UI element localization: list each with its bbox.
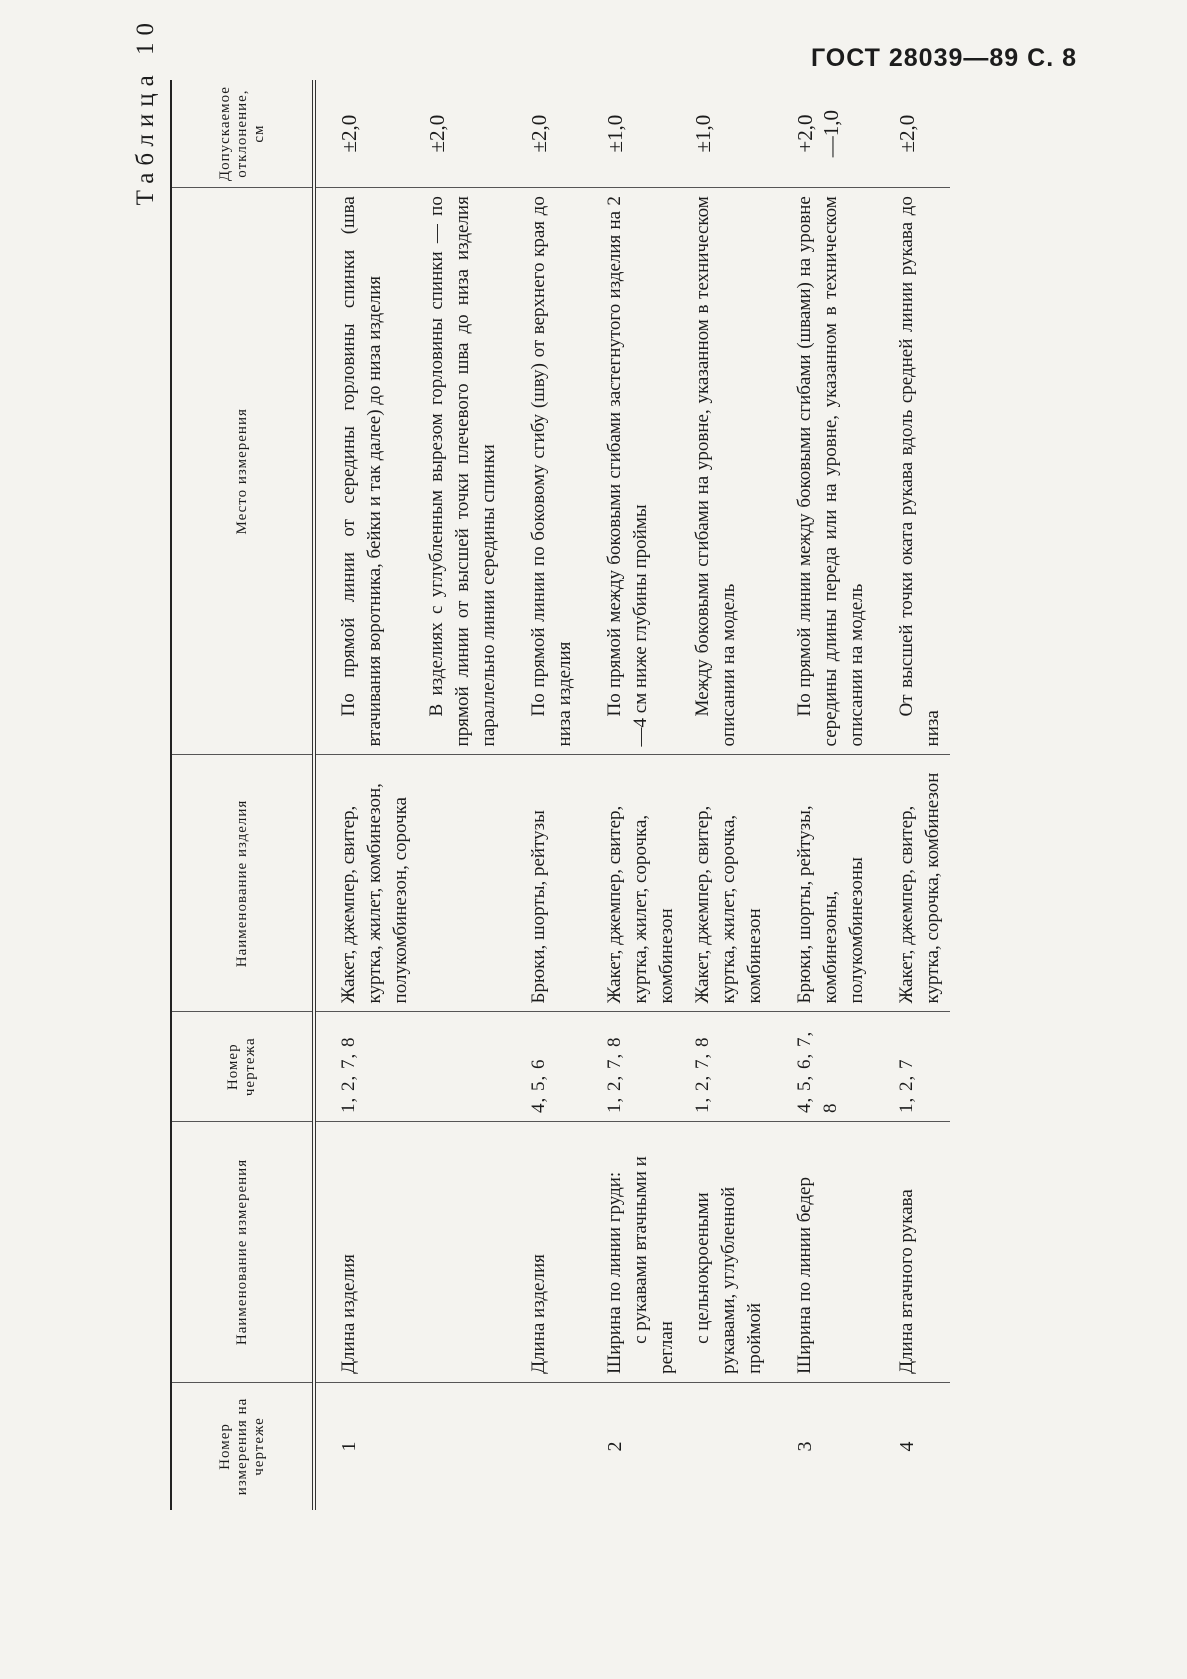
- rotated-table-stage: [130, 0, 1030, 1560]
- cell-place: [772, 188, 874, 755]
- table-row: [418, 80, 506, 1510]
- place-text: От высшей точки оката рукава вдоль средней линии рукава до низа: [896, 196, 943, 747]
- measure-subitem-text: с рукавами втачными и реглан: [630, 1156, 677, 1374]
- cell-tolerance: [772, 80, 874, 188]
- cell-number: [418, 1382, 506, 1510]
- measurements-table: [170, 80, 950, 1510]
- col-header-measure-place: Место измерения: [171, 188, 314, 755]
- cell-tolerance: ±2,0: [506, 80, 582, 188]
- cell-product: Жакет, джемпер, свитер, куртка, жилет, сорочка, комбинезон: [684, 755, 772, 1012]
- cell-drawing: 1, 2, 7: [874, 1012, 950, 1122]
- tolerance-minus: —1,0: [819, 109, 843, 158]
- cell-measure-name: [418, 1122, 506, 1383]
- cell-measure-name: Ширина по линии бедер: [772, 1122, 874, 1383]
- page-header: ГОСТ 28039—89 С. 8: [810, 44, 1077, 72]
- table-row: [506, 80, 582, 1510]
- cell-product: Жакет, джемпер, свитер, куртка, жилет, комбинезон, полукомбинезон, сорочка: [314, 755, 418, 1012]
- cell-place: [582, 188, 684, 755]
- place-text: По прямой между боковыми сгибами застегнутого изделия на 2—4 см ниже глубины проймы: [604, 196, 651, 747]
- table-row: [582, 80, 684, 1510]
- cell-drawing: 4, 5, 6, 7, 8: [772, 1012, 874, 1122]
- cell-product: Брюки, шорты, рейтузы, комбинезоны, полукомбинезоны: [772, 755, 874, 1012]
- cell-place: [684, 188, 772, 755]
- cell-number: 2: [604, 1441, 626, 1452]
- cell-number: 3: [794, 1441, 816, 1452]
- cell-product: Жакет, джемпер, свитер, куртка, сорочка, комбинезон: [874, 755, 950, 1012]
- cell-place: [874, 188, 950, 755]
- cell-place: [314, 188, 418, 755]
- cell-drawing: 1, 2, 7, 8: [314, 1012, 418, 1122]
- place-text: Между боковыми сгибами на уровне, указанном в техническом описании на модель: [692, 196, 739, 747]
- measure-subitem-text: с цельнокроеными рукавами, углубленной проймой: [692, 1186, 765, 1374]
- place-text: В изделиях с углубленным вырезом горловины спинки — по прямой линии от высшей точки плечевого шва до низа изделия параллельно линии середины спинки: [426, 196, 499, 747]
- cell-place: [506, 188, 582, 755]
- cell-drawing: [418, 1012, 506, 1122]
- table-row: [874, 80, 950, 1510]
- col-header-measure-number: Номер измерения на чертеже: [171, 1382, 314, 1510]
- table-row: [684, 80, 772, 1510]
- cell-number: [684, 1382, 772, 1510]
- table-caption: Таблица 10: [132, 16, 159, 206]
- cell-measure-name: [582, 1122, 684, 1383]
- col-header-drawing-number: Номер чертежа: [171, 1012, 314, 1122]
- cell-number: 4: [896, 1441, 918, 1452]
- col-header-tolerance: Допускаемое отклонение, см: [171, 80, 314, 188]
- cell-product: Брюки, шорты, рейтузы: [506, 755, 582, 1012]
- cell-measure-name: Длина изделия: [314, 1122, 418, 1383]
- cell-drawing: 1, 2, 7, 8: [684, 1012, 772, 1122]
- table-header-row: [171, 80, 314, 1510]
- measure-name-text: Ширина по линии груди:: [604, 1171, 625, 1374]
- cell-number: 1: [338, 1441, 360, 1452]
- cell-measure-name: Длина втачного рукава: [874, 1122, 950, 1383]
- col-header-product-name: Наименование изделия: [171, 755, 314, 1012]
- cell-tolerance: ±2,0: [874, 80, 950, 188]
- place-text: По прямой линии по боковому сгибу (шву) от верхнего края до низа изделия: [528, 196, 575, 747]
- table-row: [314, 80, 418, 1510]
- cell-product: Жакет, джемпер, свитер, куртка, жилет, сорочка, комбинезон: [582, 755, 684, 1012]
- cell-tolerance: ±2,0: [314, 80, 418, 188]
- table-row: [772, 80, 874, 1510]
- cell-tolerance: ±2,0: [418, 80, 506, 188]
- tolerance-plus: +2,0: [793, 114, 817, 153]
- cell-number: [506, 1382, 582, 1510]
- cell-place: [418, 188, 506, 755]
- cell-drawing: 1, 2, 7, 8: [582, 1012, 684, 1122]
- cell-tolerance: ±1,0: [684, 80, 772, 188]
- col-header-measure-name: Наименование измерения: [171, 1122, 314, 1383]
- place-text: По прямой линии от середины горловины спинки (шва втачивания воротника, бейки и так далее) до низа изделия: [338, 196, 385, 747]
- cell-product: [418, 755, 506, 1012]
- cell-measure-name: Длина изделия: [506, 1122, 582, 1383]
- cell-tolerance: ±1,0: [582, 80, 684, 188]
- cell-drawing: 4, 5, 6: [506, 1012, 582, 1122]
- place-text: По прямой линии между боковыми сгибами (швами) на уровне середины длины переда или на уровне, указанном в техническом описании на модель: [794, 196, 867, 747]
- cell-measure-name: [684, 1122, 772, 1383]
